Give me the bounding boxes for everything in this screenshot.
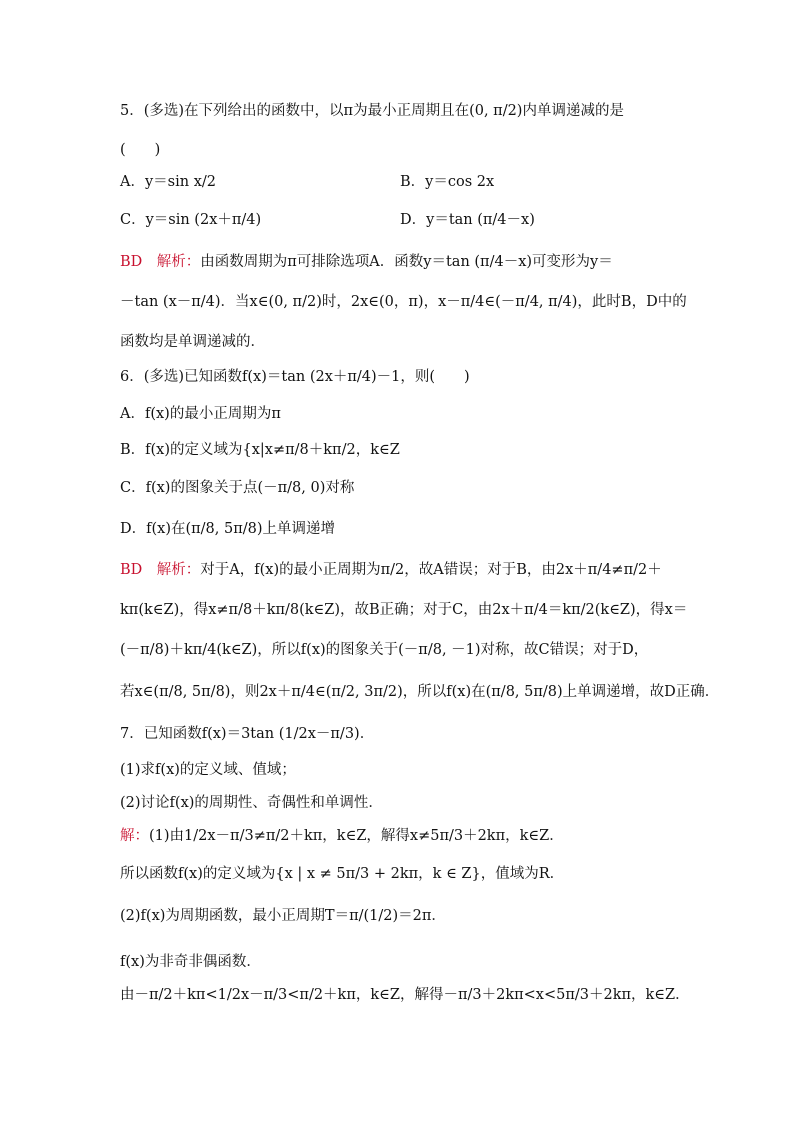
q6-solution-line-4: 若x∈(π/8, 5π/8)，则2x＋π/4∈(π/2, 3π/2)，所以f(x)在(π/8, 5π/8)上单调递增，故D正确． [120,684,720,700]
q7-part-2: (2)讨论f(x)的周期性、奇偶性和单调性． [120,795,383,811]
q6-option-c: C．f(x)的图象关于点(－π/8, 0)对称 [120,480,355,496]
q5-option-c: C．y＝sin (2x＋π/4) [120,212,262,228]
q7-solution-line-2: 所以函数f(x)的定义域为{x | x ≠ 5π/3 + 2kπ，k ∈ Z}，值域为R． [120,866,565,882]
q5-solution-label: 解析： [156,254,201,270]
q7-solution-line-5: 由－π/2＋kπ<1/2x－π/3<π/2＋kπ，k∈Z，解得－π/3＋2kπ<x<5π/3＋2kπ，k∈Z． [120,987,690,1003]
q5-stem: 5．(多选)在下列给出的函数中，以π为最小正周期且在(0, π/2)内单调递减的是 [120,103,624,119]
q6-solution-label: 解析： [156,562,201,578]
q6-answer: BD [120,562,143,578]
q7-solution-text-1: (1)由1/2x－π/3≠π/2＋kπ，k∈Z，解得x≠5π/3＋2kπ，k∈Z． [149,828,564,844]
q6-option-a: A．f(x)的最小正周期为π [120,406,281,422]
q6-option-d: D．f(x)在(π/8, 5π/8)上单调递增 [120,521,336,537]
q5-solution-text-1: 由函数周期为π可排除选项A．函数y＝tan (π/4－x)可变形为y＝ [200,254,613,270]
q5-answer: BD [120,254,143,270]
q5-solution-line-3: 函数均是单调递减的． [120,334,265,350]
q5-solution-line-2: －tan (x－π/4)．当x∈(0, π/2)时，2x∈(0，π)，x－π/4∈(－π/4, π/4)，此时B，D中的 [120,294,687,310]
q7-solution-label: 解： [120,828,149,844]
q6-solution-line-1 [120,560,662,580]
q6-solution-line-2: kπ(k∈Z)，得x≠π/8＋kπ/8(k∈Z)，故B正确；对于C，由2x＋π/4＝kπ/2(k∈Z)，得x＝ [120,602,688,618]
q5-option-a: A．y＝sin x/2 [120,174,216,190]
q5-option-d: D．y＝tan (π/4－x) [400,212,535,228]
q7-solution-line-4: f(x)为非奇非偶函数． [120,954,261,970]
q6-solution-text-1: 对于A，f(x)的最小正周期为π/2，故A错误；对于B，由2x＋π/4≠π/2＋ [200,562,662,578]
q5-solution-line-1 [120,252,613,272]
q7-solution-line-1 [120,826,564,846]
q7-stem: 7．已知函数f(x)＝3tan (1/2x－π/3)． [120,726,375,742]
q6-solution-line-3: (－π/8)＋kπ/4(k∈Z)，所以f(x)的图象关于(－π/8, －1)对称，故C错误；对于D， [120,642,649,658]
q5-paren: ( ) [120,142,161,158]
q6-option-b: B．f(x)的定义域为{x|x≠π/8＋kπ/2，k∈Z [120,442,400,458]
q5-option-b: B．y＝cos 2x [400,174,495,190]
q6-stem: 6．(多选)已知函数f(x)＝tan (2x＋π/4)－1，则( ) [120,369,470,385]
q7-part-1: (1)求f(x)的定义域、值域； [120,762,296,778]
q7-solution-line-3: (2)f(x)为周期函数，最小正周期T＝π/(1/2)＝2π． [120,908,446,924]
